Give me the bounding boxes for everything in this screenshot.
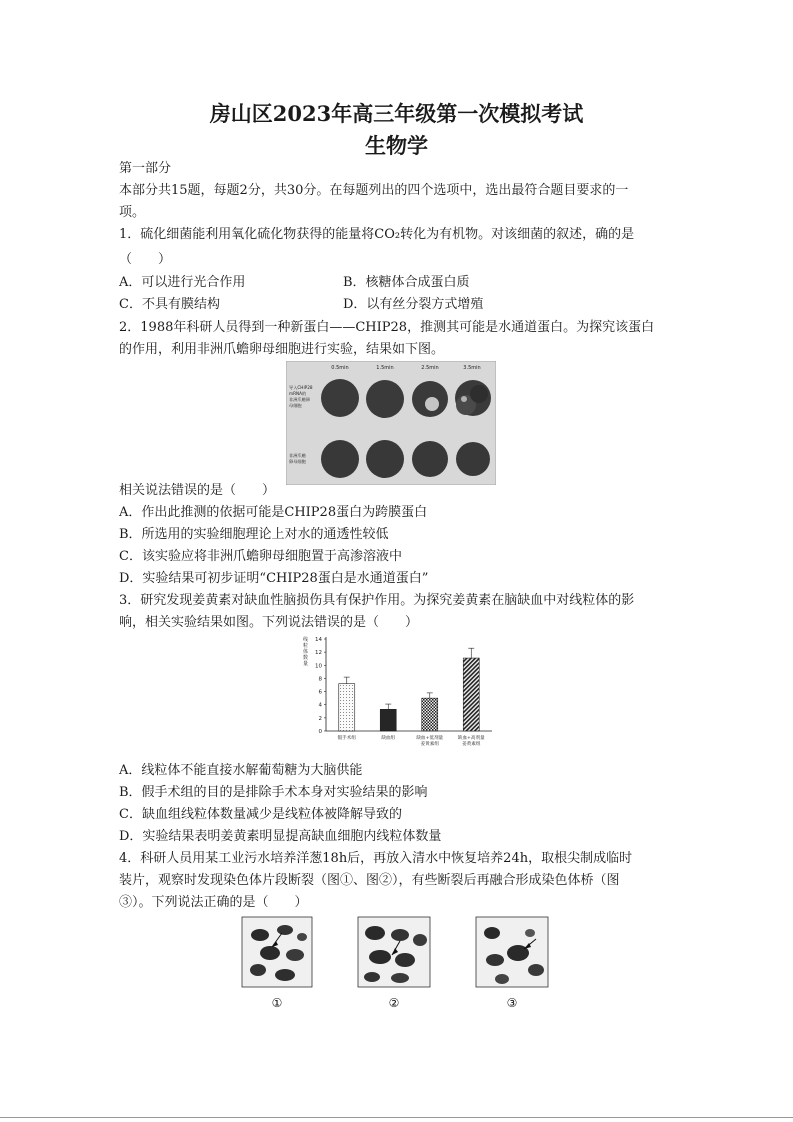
q4-stem-3: ③）。下列说法正确的是（ ） <box>119 895 308 910</box>
q1-option-b: B．核糖体合成蛋白质 <box>343 275 470 290</box>
y-axis-label-1: 线 <box>303 637 309 643</box>
category-label-2: 缺血组 <box>381 736 396 741</box>
y-axis-label-3: 体 <box>303 649 309 655</box>
q2-option-d: D．实验结果可初步证明“CHIP28蛋白是水通道蛋白” <box>119 571 429 586</box>
oocyte-row2-1 <box>321 440 359 478</box>
row2-label-2: 卵母细胞 <box>289 459 306 464</box>
q2-stem-1: 2．1988年科研人员得到一种新蛋白——CHIP28，推测其可能是水通道蛋白。为探究该蛋白 <box>119 320 655 335</box>
micrograph-1 <box>242 917 312 987</box>
q2-option-a: A．作出此推测的依据可能是CHIP28蛋白为跨膜蛋白 <box>119 505 428 520</box>
q3-option-a: A．线粒体不能直接水解葡萄糖为大脑供能 <box>119 763 363 778</box>
y-tick-label: 8 <box>318 676 322 683</box>
oocyte-row2-3 <box>412 441 448 477</box>
y-tick-label: 12 <box>315 650 322 657</box>
q4-stem-2: 装片，观察时发现染色体片段断裂（图①、图②），有些断裂后再融合形成染色体桥（图 <box>119 873 620 888</box>
y-tick-label: 6 <box>318 689 322 696</box>
subject-title: 生物学 <box>365 133 428 158</box>
bar-3 <box>422 698 438 731</box>
micrograph-3 <box>476 917 548 987</box>
q1-stem-2: （ ） <box>119 252 172 267</box>
time-label-3: 2.5min <box>421 365 439 371</box>
y-axis-label <box>303 636 308 667</box>
bar-4 <box>463 658 479 731</box>
exam-title: 房山区2023年高三年级第一次模拟考试 <box>209 101 584 126</box>
q3-option-c: C．缺血组线粒体数量减少是线粒体被降解导致的 <box>119 807 402 822</box>
row2-label-1: 非洲爪蟾 <box>289 453 306 458</box>
time-label-2: 1.5min <box>376 365 394 371</box>
category-label-3: 姜黄素组 <box>420 742 439 747</box>
q1-option-d: D．以有丝分裂方式增殖 <box>343 297 484 312</box>
oocyte-figure <box>286 361 496 485</box>
part-instructions-2: 项。 <box>119 205 146 220</box>
y-tick-label: 14 <box>315 637 322 643</box>
q1-option-c: C．不具有膜结构 <box>119 297 220 312</box>
micrograph-2 <box>358 917 430 987</box>
q1-stem-1: 1．硫化细菌能利用氧化硫化物获得的能量将CO₂转化为有机物。对该细菌的叙述，确的是 <box>119 227 635 242</box>
y-axis-label-2: 粒 <box>303 643 309 649</box>
row1-label-1: 导入CHIP28 <box>289 385 313 390</box>
category-label-4: 缺血+高剂量 <box>457 736 485 741</box>
row1-label-3: 非洲爪蟾卵 <box>289 397 310 402</box>
y-axis-label-5: 量 <box>303 661 309 667</box>
figure-label-3: ③ <box>506 996 518 1010</box>
mitochondria-bar-chart <box>300 633 500 753</box>
oocyte-row2-2 <box>366 440 404 478</box>
part-instructions-1: 本部分共15题，每题2分，共30分。在每题列出的四个选项中，选出最符合题目要求的一 <box>119 183 629 198</box>
q3-option-b: B．假手术组的目的是排除手术本身对实验结果的影响 <box>119 785 428 800</box>
bar-2 <box>380 709 396 731</box>
y-tick-label: 2 <box>318 715 322 722</box>
chromosome-micrographs <box>240 915 555 1015</box>
category-label-3: 缺血+低剂量 <box>416 736 444 741</box>
category-label-4: 姜黄素组 <box>462 742 481 747</box>
figure-label-2: ② <box>388 996 400 1010</box>
q3-stem-2: 响，相关实验结果如图。下列说法错误的是（ ） <box>119 615 419 630</box>
bar-1 <box>339 684 355 731</box>
q2-option-c: C．该实验应将非洲爪蟾卵母细胞置于高渗溶液中 <box>119 549 402 564</box>
part-label: 第一部分 <box>119 161 172 176</box>
q2-question: 相关说法错误的是（ ） <box>119 483 276 498</box>
q3-option-d: D．实验结果表明姜黄素明显提高缺血细胞内线粒体数量 <box>119 829 442 844</box>
figure-label-1: ① <box>271 996 283 1010</box>
q2-stem-2: 的作用，利用非洲爪蟾卵母细胞进行实验，结果如下图。 <box>119 342 445 357</box>
row1-label-2: mRNA的 <box>289 391 307 396</box>
page-bottom-rule <box>0 1117 793 1118</box>
q2-option-b: B．所选用的实验细胞理论上对水的通透性较低 <box>119 527 389 542</box>
y-tick-label: 10 <box>315 663 322 670</box>
q4-stem-1: 4．科研人员用某工业污水培养洋葱18h后，再放入清水中恢复培养24h，取根尖制成临时 <box>119 851 633 866</box>
time-label-4: 3.5min <box>463 365 481 371</box>
y-tick-label: 0 <box>318 729 322 735</box>
y-axis-label-4: 数 <box>303 655 309 661</box>
oocyte-row1-2 <box>366 380 404 418</box>
oocyte-row2-4 <box>456 442 490 476</box>
row1-label-4: 母细胞 <box>289 403 302 408</box>
y-tick-label: 4 <box>318 702 322 709</box>
q3-stem-1: 3．研究发现姜黄素对缺血性脑损伤具有保护作用。为探究姜黄素在脑缺血中对线粒体的影 <box>119 593 635 608</box>
oocyte-row1-1 <box>321 379 359 417</box>
category-label-1: 假手术组 <box>337 736 356 741</box>
q1-option-a: A．可以进行光合作用 <box>119 275 246 290</box>
time-label-1: 0.5min <box>331 365 349 371</box>
